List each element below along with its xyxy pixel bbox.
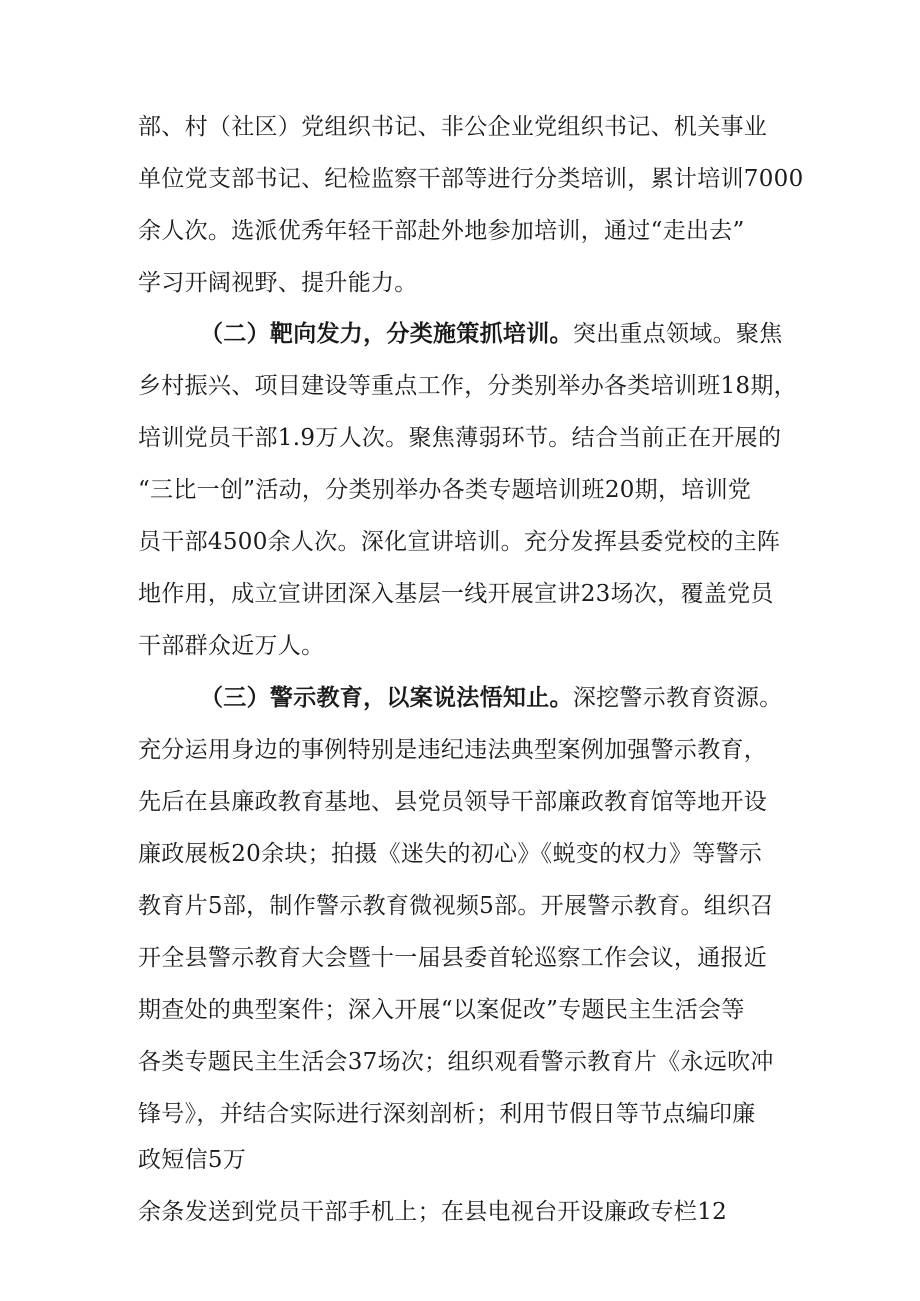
text-line: 先后在县廉政教育基地、县党员领导干部廉政教育馆等地开设 xyxy=(138,789,768,815)
text-line: 政短信5万 xyxy=(138,1147,247,1173)
text-line: 开全县警示教育大会暨十一届县委首轮巡察工作会议，通报近 xyxy=(138,945,768,971)
section-three-lead: 深挖警示教育资源。 xyxy=(572,685,783,711)
text-line: 各类专题民主生活会37场次；组织观看警示教育片《永远吹冲 xyxy=(138,1049,774,1075)
text-line: 锋号》，并结合实际进行深刻剖析；利用节假日等节点编印廉 xyxy=(138,1101,756,1127)
section-two-lead: 突出重点领域。聚焦 xyxy=(572,321,783,347)
section-two-first-line xyxy=(200,314,850,354)
text-line: 教育片5部，制作警示教育微视频5部。开展警示教育。组织召 xyxy=(138,893,774,919)
text-line: 余条发送到党员干部手机上；在县电视台开设廉政专栏12 xyxy=(138,1199,728,1225)
text-line: 充分运用身边的事例特别是违纪违法典型案例加强警示教育， xyxy=(138,737,768,763)
text-line: 廉政展板20余块；拍摄《迷失的初心》《蜕变的权力》等警示 xyxy=(138,841,763,867)
text-line: 培训党员干部1.9万人次。聚焦薄弱环节。结合当前正在开展的 xyxy=(138,425,782,451)
section-two-heading: （二）靶向发力，分类施策抓培训。 xyxy=(200,321,573,347)
text-line: 乡村振兴、项目建设等重点工作，分类别举办各类培训班18期， xyxy=(138,373,797,399)
text-line: 地作用，成立宣讲团深入基层一线开展宣讲23场次，覆盖党员 xyxy=(138,581,774,607)
text-line: 干部群众近万人。 xyxy=(138,633,325,659)
text-line: 余人次。选派优秀年轻干部赴外地参加培训，通过“走出去” xyxy=(138,218,745,244)
text-line: 期查处的典型案件；深入开展“以案促改”专题民主生活会等 xyxy=(138,997,745,1023)
section-three-first-line xyxy=(200,678,850,718)
text-line: 学习开阔视野、提升能力。 xyxy=(138,270,418,296)
text-line: 员干部4500余人次。深化宣讲培训。充分发挥县委党校的主阵 xyxy=(138,529,781,555)
text-line: 单位党支部书记、纪检监察干部等进行分类培训，累计培训7000 xyxy=(138,166,804,192)
text-line: “三比一创”活动，分类别举办各类专题培训班20期，培训党 xyxy=(138,477,752,503)
text-line: 部、村（社区）党组织书记、非公企业党组织书记、机关事业 xyxy=(138,114,768,140)
section-three-heading: （三）警示教育，以案说法悟知止。 xyxy=(200,685,573,711)
